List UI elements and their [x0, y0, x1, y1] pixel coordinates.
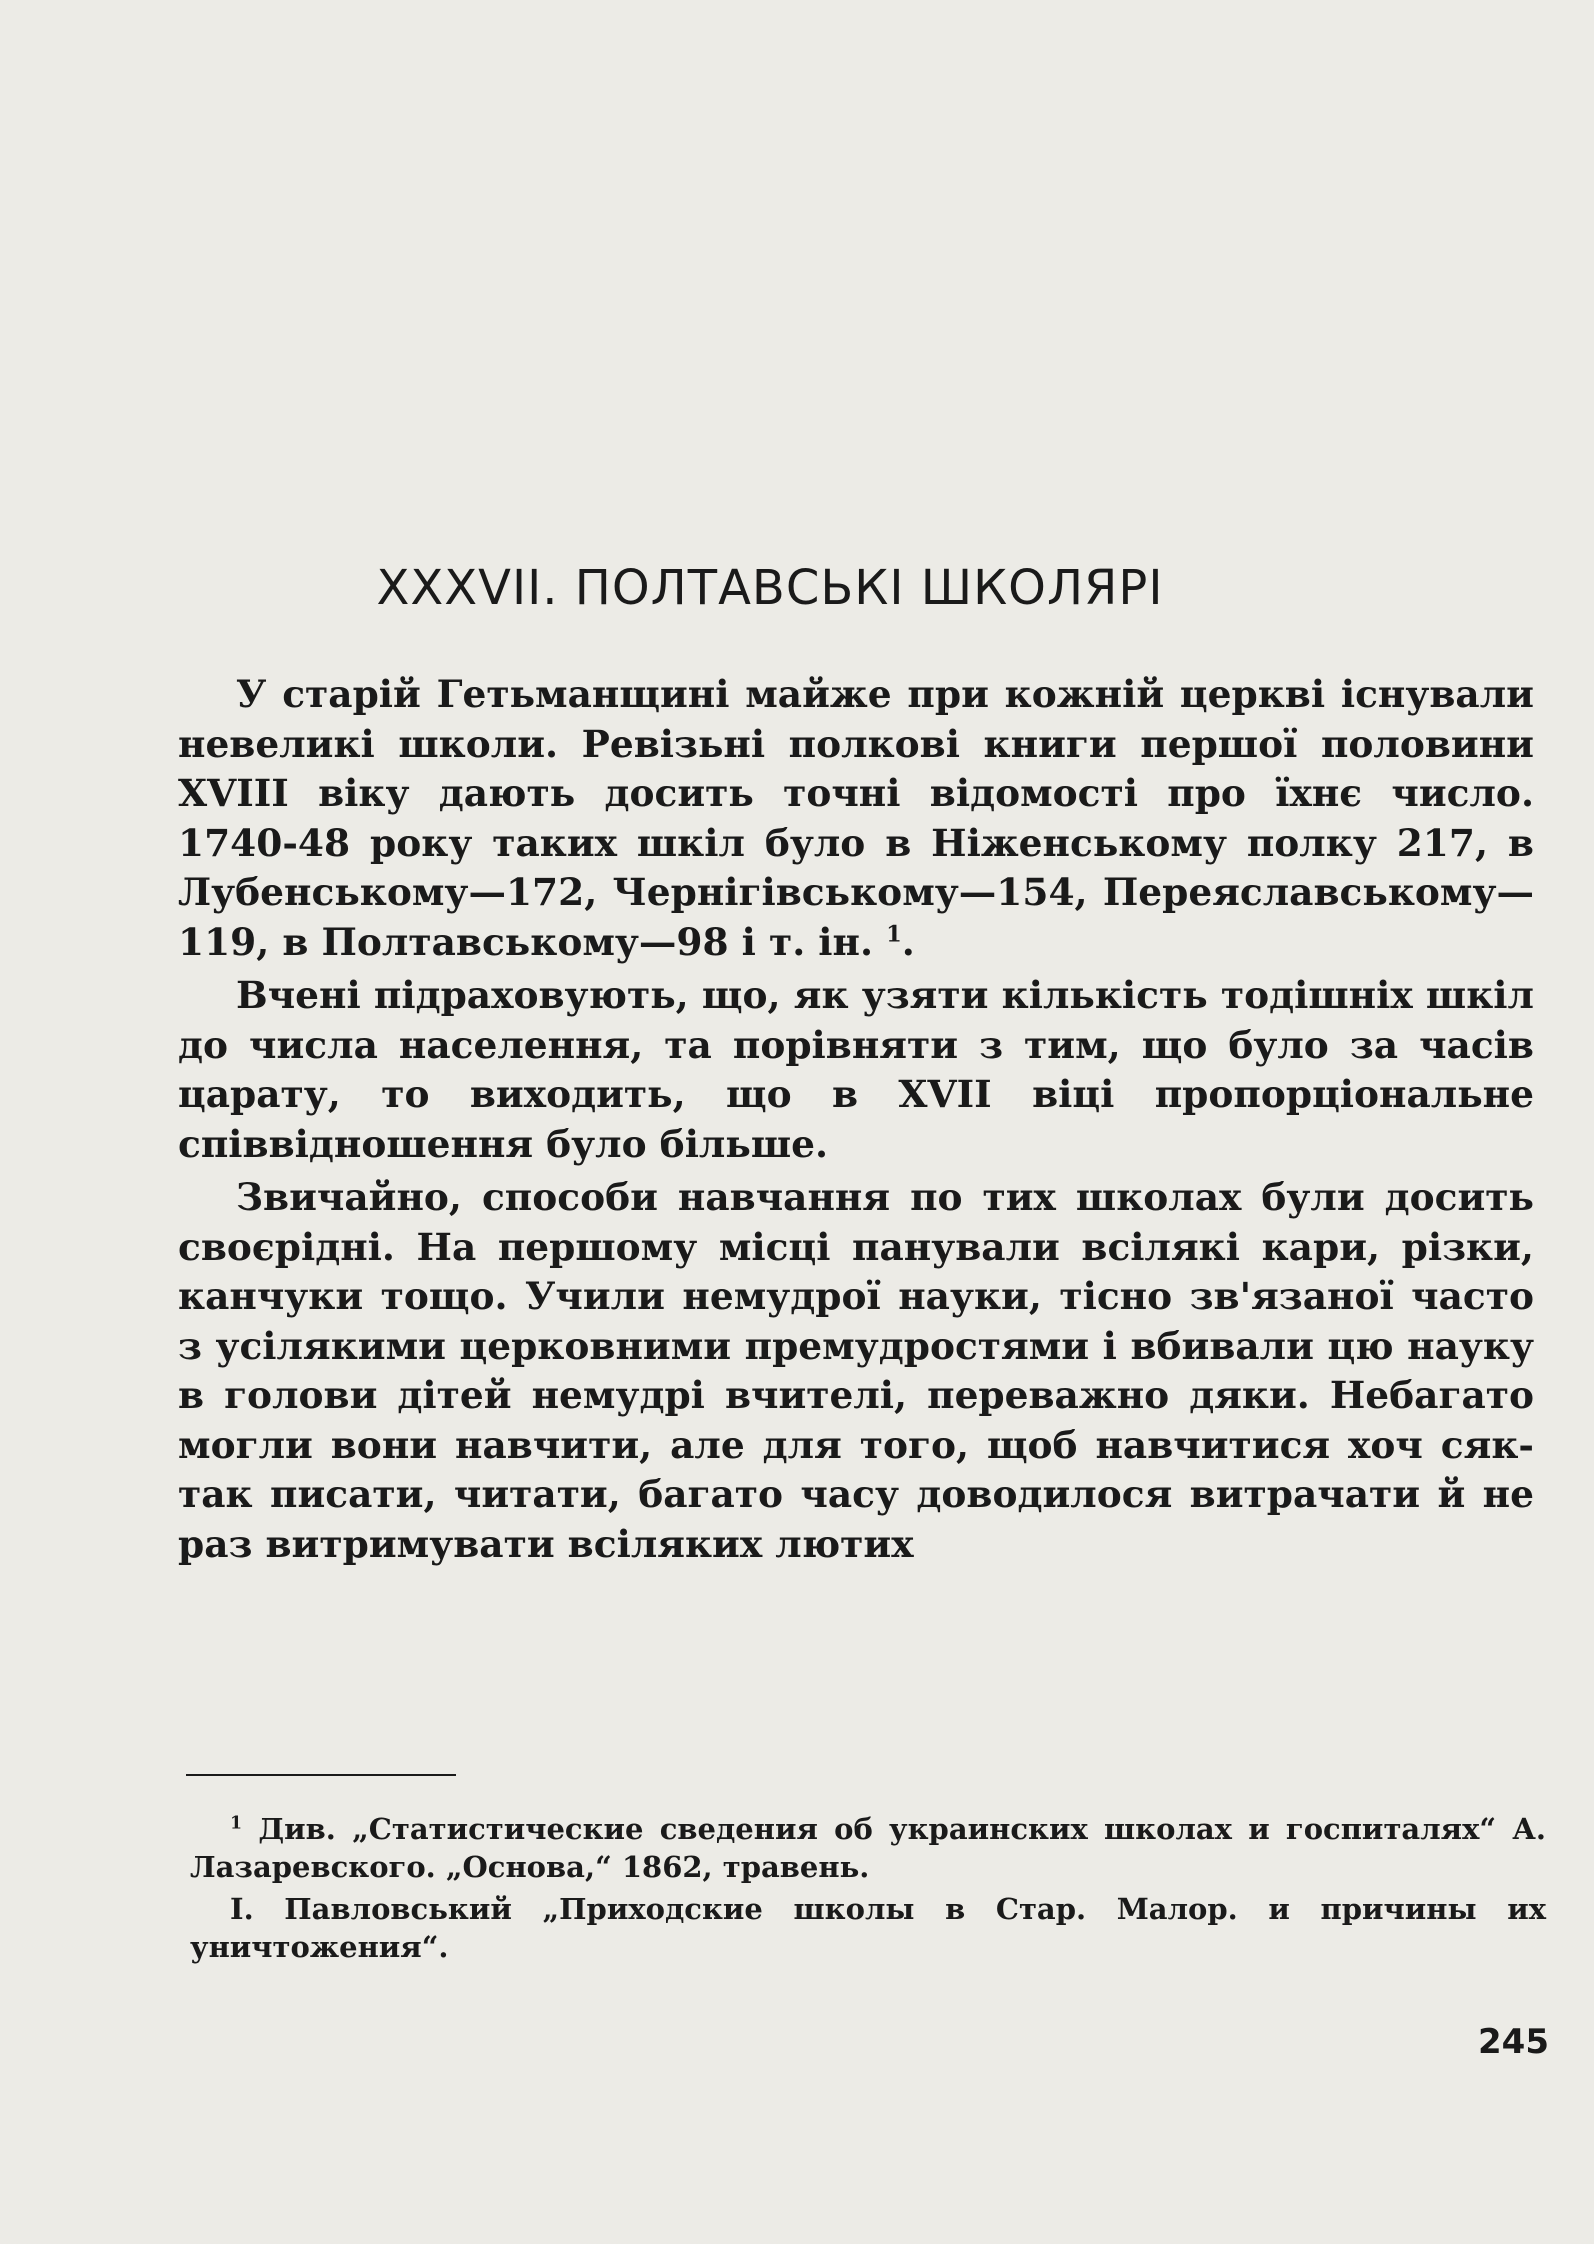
paragraph-1-end: .	[901, 919, 915, 964]
paragraph-1	[178, 670, 1534, 967]
page-number: 245	[1478, 2022, 1549, 2062]
footnote-2: І. Павловський „Приходские школы в Стар. Малор. и причины их уничтожения“.	[190, 1892, 1546, 1964]
footnote-1-text: Див. „Статистические сведения об украинских школах и госпиталях“ А. Лазаревского. „Основа,“ 1862, травень.	[190, 1812, 1546, 1884]
paragraph-2: Вчені підраховують, що, як узяти кількість тодішніх шкіл до числа населення, та порівняти з тим, що було за часів царату, то виходить, що в XVII віці пропорціональне співвідношення було більше.	[178, 973, 1534, 1166]
footnote-ref-1: 1	[886, 921, 902, 947]
footnotes	[190, 1810, 1546, 1970]
body-text	[178, 670, 1534, 1573]
paragraph-3: Звичайно, способи навчання по тих школах були досить своєрідні. На першому місці панували всілякі кари, різки, канчуки тощо. Учили немудрої науки, тісно зв'язаної часто з усілякими церковними премудростями і вбивали цю науку в голови дітей немудрі вчителі, переважно дяки. Небагато могли вони навчити, але для того, щоб навчитися хоч сяк-так писати, читати, багато часу доводилося витрачати й не раз витримувати всіляких лютих	[178, 1175, 1534, 1566]
footnote-1	[190, 1810, 1546, 1886]
paragraph-1-text: У старій Гетьманщині майже при кожній церкві існували невеликі школи. Ревізьні полкові книги першої половини XVIII віку дають досить точні відомості про їхнє число. 1740-48 року таких шкіл було в Ніженському полку 217, в Лубенському—172, Чернігівському—154, Переяславському—119, в Полтавському—98 і т. ін.	[178, 672, 1534, 964]
footnote-1-mark: 1	[230, 1813, 243, 1834]
footnote-divider	[186, 1774, 456, 1776]
chapter-title: XXXVII. ПОЛТАВСЬКІ ШКОЛЯРІ	[376, 560, 1164, 616]
